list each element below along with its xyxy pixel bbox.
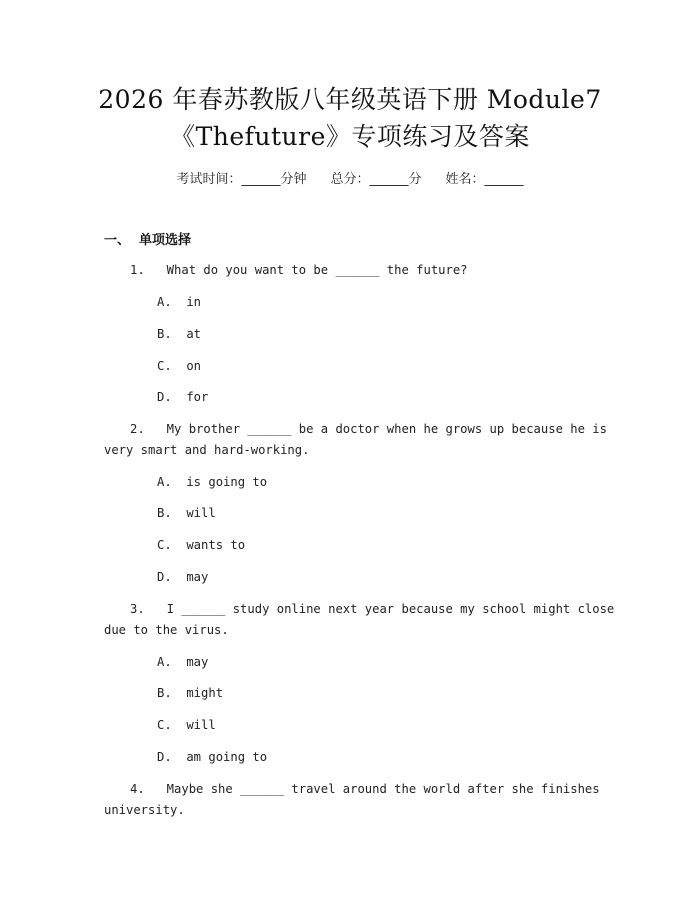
question-1-option-c: C. on: [157, 359, 202, 373]
question-2-option-d: D. may: [157, 570, 209, 584]
question-2-option-b: B. will: [157, 506, 216, 520]
question-1-option-a: A. in: [157, 295, 202, 309]
question-3-option-b: B. might: [157, 686, 224, 700]
question-3-option-c: C. will: [157, 718, 216, 732]
question-2-option-a: A. is going to: [157, 475, 268, 489]
question-1-text: 1. What do you want to be ______ the future?: [130, 263, 468, 277]
document-title-line-1: 2026 年春苏教版八年级英语下册 Module7: [98, 85, 602, 114]
question-3-text: 3. I ______ study online next year because my school might close: [130, 602, 615, 616]
question-2-text-continued: very smart and hard-working.: [104, 443, 310, 457]
section-heading: 一、 单项选择: [104, 233, 192, 248]
student-name-field: 姓名：______: [445, 172, 524, 187]
exam-info-bar: [0, 168, 700, 187]
question-3-option-d: D. am going to: [157, 750, 268, 764]
question-4-text-continued: university.: [104, 803, 185, 817]
exam-time-field: 考试时间：______分钟: [176, 172, 307, 187]
question-4-text: 4. Maybe she ______ travel around the world after she finishes: [130, 782, 600, 796]
question-3-text-continued: due to the virus.: [104, 623, 229, 637]
question-3-option-a: A. may: [157, 655, 209, 669]
total-score-field: 总分：______分: [330, 172, 422, 187]
document-title-line-2: 《Thefuture》专项练习及答案: [170, 122, 530, 151]
question-1-option-d: D. for: [157, 390, 209, 404]
question-2-option-c: C. wants to: [157, 538, 246, 552]
question-2-text: 2. My brother ______ be a doctor when he grows up because he is: [130, 422, 607, 436]
question-1-option-b: B. at: [157, 327, 202, 341]
